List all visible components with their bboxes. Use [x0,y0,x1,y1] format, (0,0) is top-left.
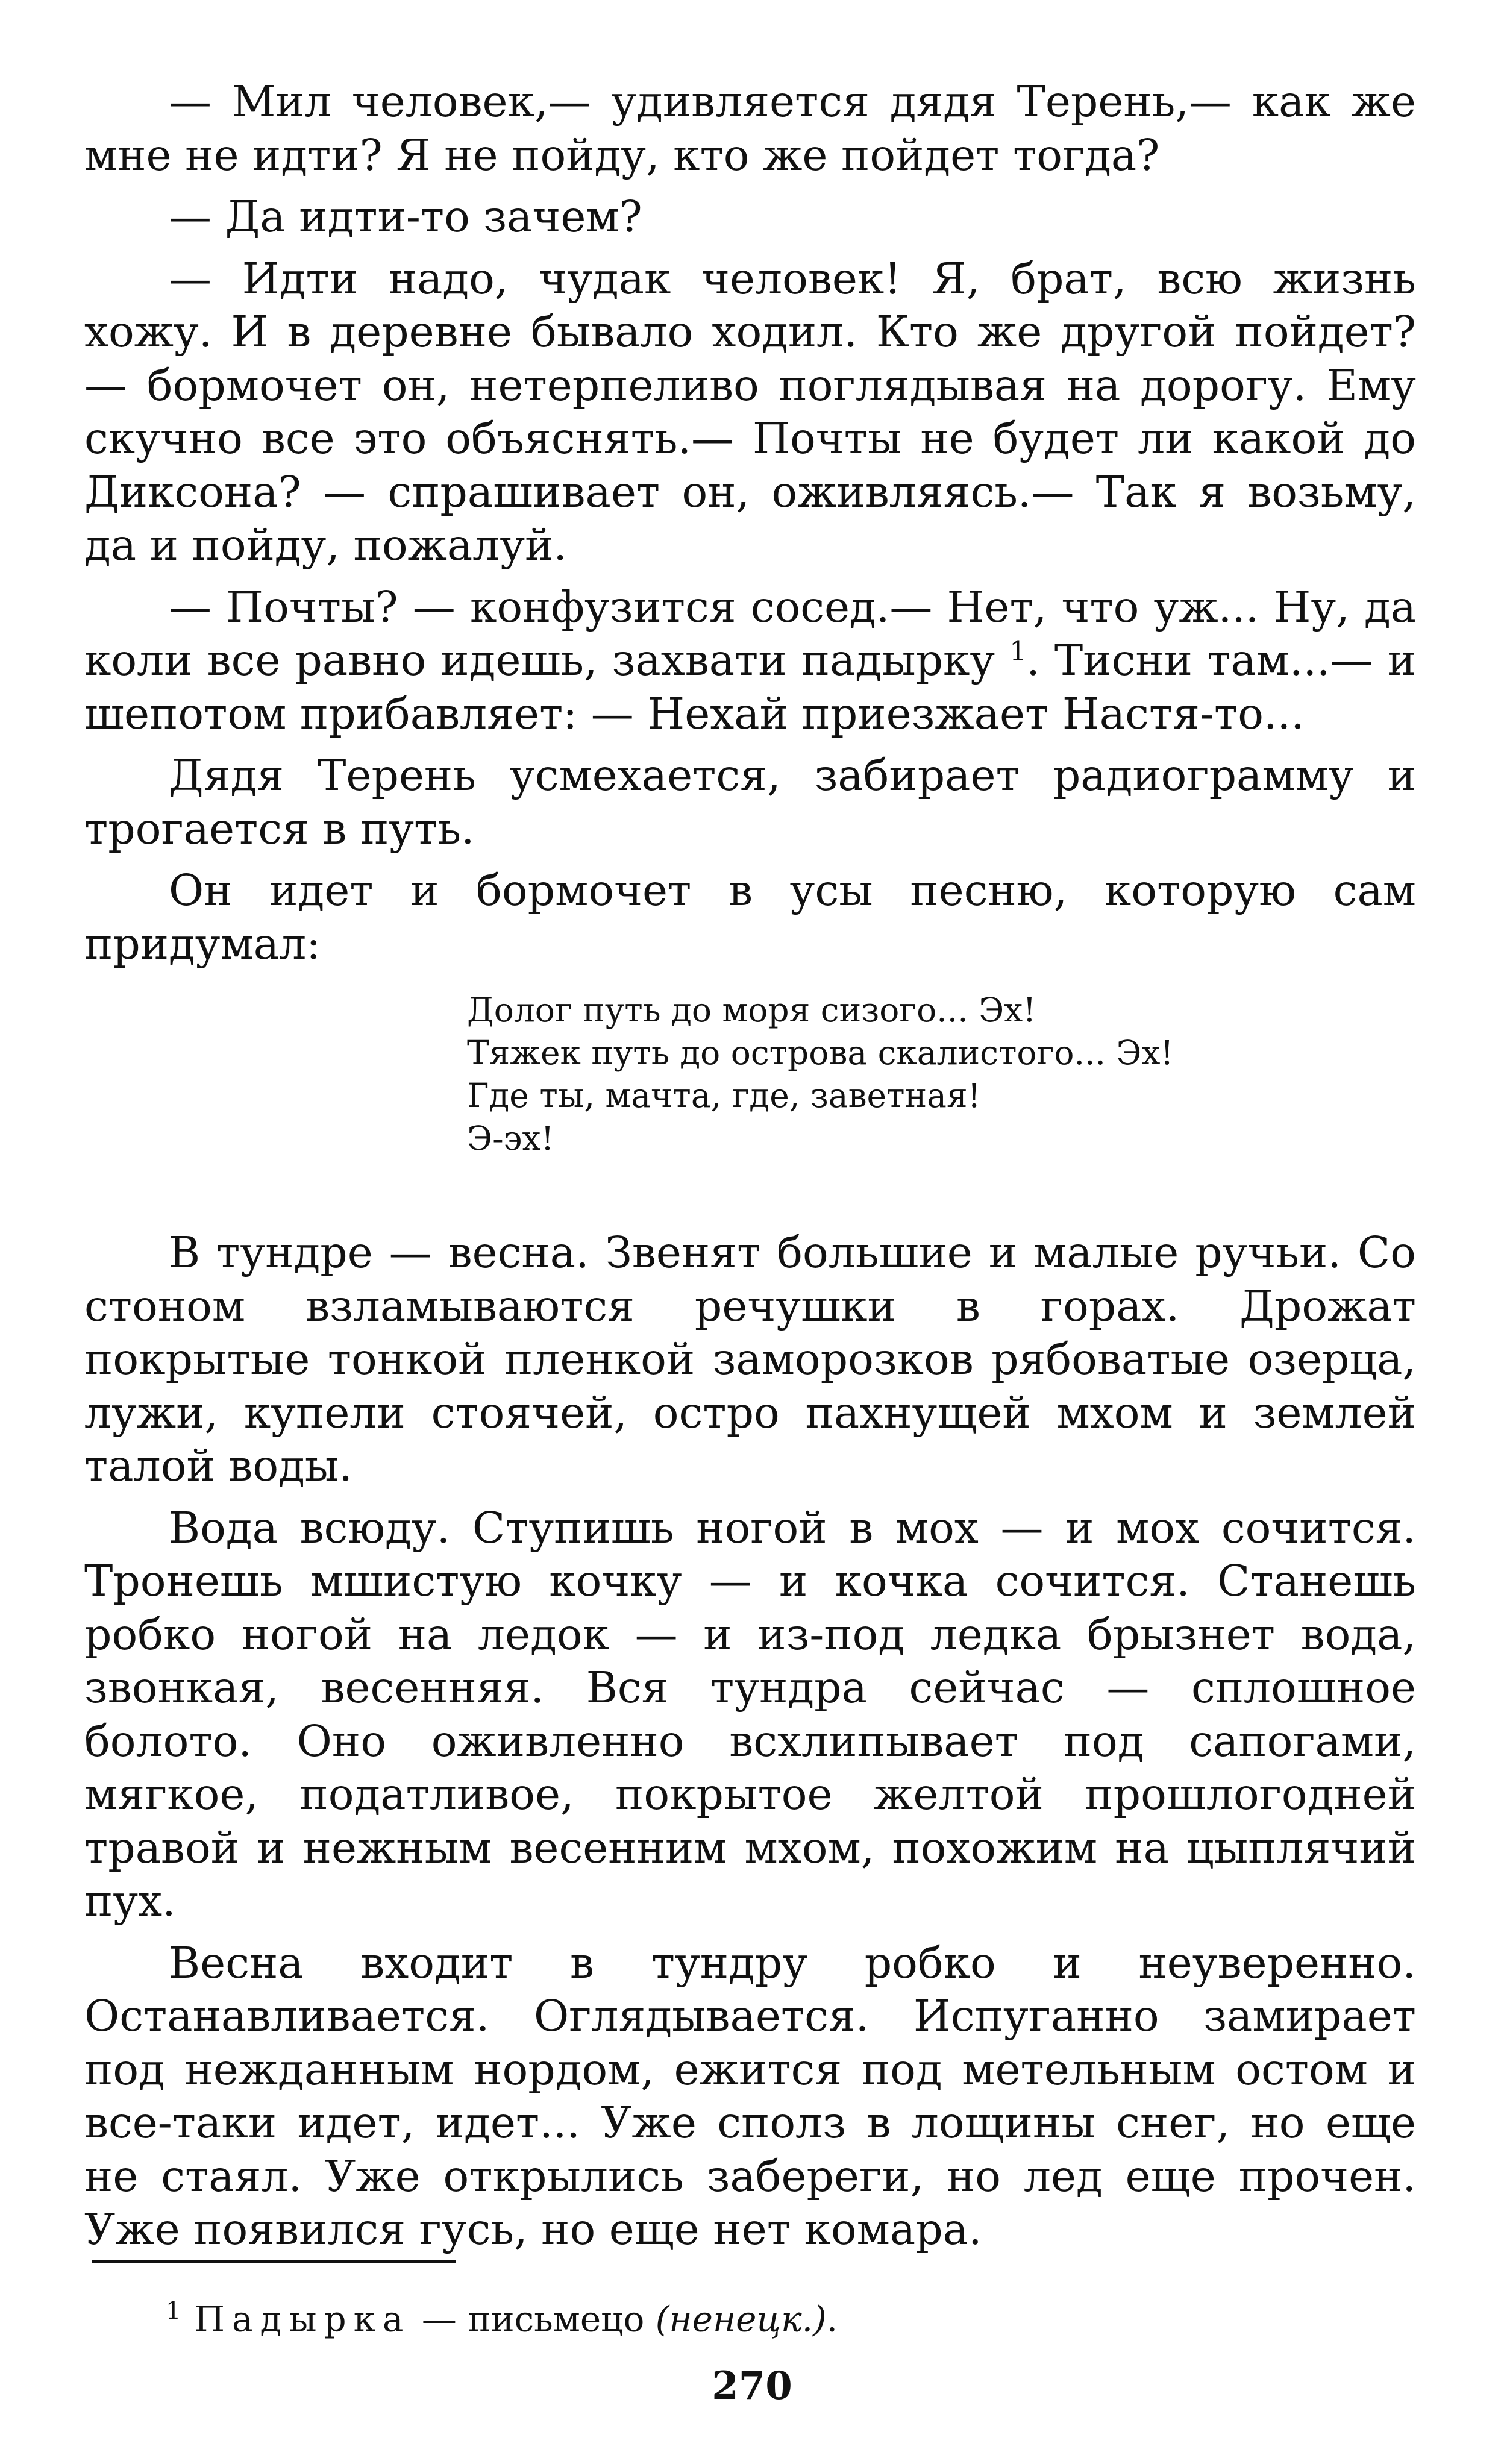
verse-line: Где ты, мачта, где, заветная! [467,1076,981,1115]
verse-line: Э-эх! [467,1119,554,1158]
paragraph-with-footnote-ref [84,581,1416,741]
footnote-reference-mark: 1 [1009,636,1027,667]
footnote-mark: 1 [166,2297,181,2325]
paragraph: В тундре — весна. Звенят большие и малые ручьи. Со стоном взламываются речушки в горах. Дрожат покрытые тонкой пленкой заморозков рябоватые озерца, лужи, купели стоячей, остро пахнущей мхом и землей талой воды. [84,1227,1416,1491]
paragraph-text: — Почты? — конфузится сосед.— Нет, что уж... Ну, да коли все равно идешь, захвати падырку [84,582,1416,685]
paragraph: Весна входит в тундру робко и неуверенно. Останавливается. Оглядывается. Испуганно замирает под нежданным нордом, ежится под метельным остом и все-таки идет, идет... Уже сполз в лощины снег, но еще не стаял. Уже открылись забереги, но лед еще прочен. Уже появился гусь, но еще нет комара. [84,1937,1416,2254]
footnote-language: (ненецк.) [655,2298,827,2340]
footnote-dash: — [410,2298,468,2340]
paragraph-text: . Тисни там...— и шепотом прибавляет: — Нехай приезжает Настя-то... [84,635,1416,739]
page-body [84,75,1416,2265]
paragraph: — Идти надо, чудак человек! Я, брат, всю жизнь хожу. И в деревне бывало ходил. Кто же другой пойдет? — бормочет он, нетерпеливо поглядывая на дорогу. Ему скучно все это объяснять.— Почты не будет ли какой до Диксона? — спрашивает он, оживляясь.— Так я возьму, да и пойду, пожалуй. [84,253,1416,570]
footnote-end: . [826,2298,838,2340]
verse-line: Долог путь до моря сизого... Эх! [467,991,1036,1029]
footnote-definition: письмецо [468,2298,645,2340]
paragraph: — Мил человек,— удивляется дядя Терень,— как же мне не идти? Я не пойду, кто же пойдет тогда? [84,77,1416,180]
paragraph: Вода всюду. Ступишь ногой в мох — и мох сочится. Тронешь мшистую кочку — и кочка сочится. Станешь робко ногой на ледок — и из-под ледка брызнет вода, звонкая, весенняя. Вся тундра сейчас — сплошное болото. Оно оживленно всхлипывает под сапогами, мягкое, податливое, покрытое желтой прошлогодней травой и нежным весенним мхом, похожим на цыплячий пух. [84,1502,1416,1926]
paragraph: Он идет и бормочет в усы песню, которую сам придумал: [84,865,1416,969]
footnote [166,2290,838,2340]
page-number: 270 [712,2363,792,2409]
section-break [84,1160,1416,1226]
footnote-term: Падырка [194,2298,411,2340]
paragraph: Дядя Терень усмехается, забирает радиограмму и трогается в путь. [84,750,1416,854]
paragraph: — Да идти-то зачем? [169,192,642,242]
footnote-divider [92,2260,456,2263]
verse-line: Тяжек путь до острова скалистого... Эх! [467,1033,1174,1072]
song-verse [467,979,1416,1160]
